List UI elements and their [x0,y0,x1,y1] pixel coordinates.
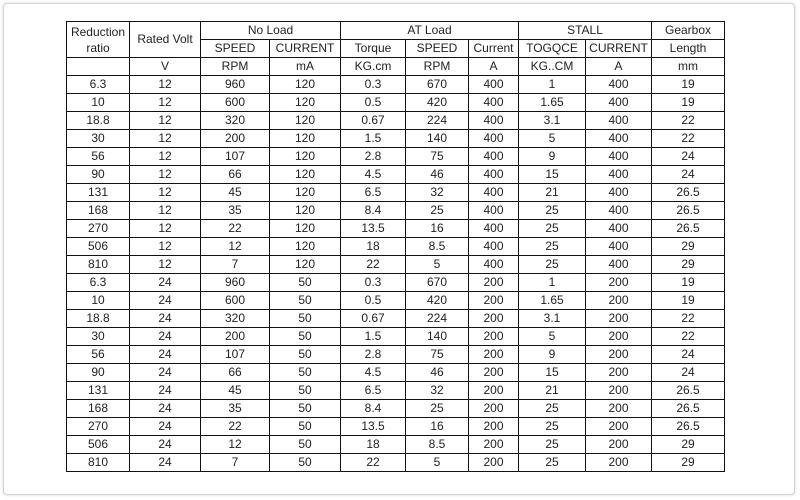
stall-torque-cell: 25 [519,400,586,418]
header-at-load: AT Load [341,22,519,40]
gearbox-length-cell: 29 [652,256,725,274]
table-row [67,436,725,454]
ratio-cell: 90 [67,166,130,184]
torque-cell: 22 [341,454,406,472]
no-load-speed-cell: 320 [201,310,270,328]
ratio-cell: 30 [67,328,130,346]
table-row [67,76,725,94]
no-load-current-cell: 50 [270,436,341,454]
no-load-speed-cell: 7 [201,256,270,274]
stall-current-cell: 400 [586,148,652,166]
torque-cell: 18 [341,436,406,454]
stall-current-cell: 400 [586,238,652,256]
table-row [67,256,725,274]
no-load-speed-cell: 45 [201,184,270,202]
at-load-current-cell: 200 [469,328,519,346]
at-load-speed-cell: 420 [406,94,469,112]
at-load-current-cell: 400 [469,166,519,184]
table-row [67,238,725,256]
gearbox-length-cell: 29 [652,436,725,454]
no-load-speed-cell: 66 [201,364,270,382]
no-load-current-cell: 50 [270,400,341,418]
header-ratio-unit [67,58,130,76]
ratio-cell: 270 [67,418,130,436]
volt-cell: 12 [130,112,201,130]
ratio-cell: 30 [67,130,130,148]
stall-current-cell: 400 [586,94,652,112]
table-row [67,418,725,436]
at-load-current-cell: 200 [469,382,519,400]
volt-cell: 24 [130,274,201,292]
ratio-cell: 18.8 [67,112,130,130]
at-load-current-cell: 400 [469,202,519,220]
stall-current-cell: 400 [586,220,652,238]
gearbox-length-cell: 29 [652,454,725,472]
volt-cell: 24 [130,400,201,418]
no-load-current-cell: 120 [270,220,341,238]
no-load-speed-cell: 960 [201,76,270,94]
header-no-load: No Load [201,22,341,40]
no-load-current-cell: 50 [270,274,341,292]
header-reduction-ratio: Reduction ratio [67,22,130,58]
gearbox-length-cell: 26.5 [652,382,725,400]
volt-cell: 24 [130,436,201,454]
stall-current-cell: 400 [586,130,652,148]
header-row-groups [67,22,725,40]
stall-torque-cell: 21 [519,382,586,400]
header-no-load-current-unit: mA [270,58,341,76]
table-row [67,130,725,148]
gearbox-length-cell: 22 [652,328,725,346]
volt-cell: 24 [130,346,201,364]
gearbox-length-cell: 29 [652,238,725,256]
stall-torque-cell: 9 [519,346,586,364]
table-row [67,382,725,400]
torque-cell: 2.8 [341,346,406,364]
stall-current-cell: 200 [586,346,652,364]
volt-cell: 12 [130,166,201,184]
at-load-speed-cell: 16 [406,418,469,436]
ratio-cell: 56 [67,346,130,364]
table-row [67,364,725,382]
gearbox-length-cell: 19 [652,292,725,310]
torque-cell: 4.5 [341,364,406,382]
stall-torque-cell: 3.1 [519,112,586,130]
volt-cell: 12 [130,148,201,166]
no-load-speed-cell: 66 [201,166,270,184]
stall-torque-cell: 15 [519,166,586,184]
stall-torque-cell: 25 [519,436,586,454]
stall-torque-cell: 25 [519,202,586,220]
at-load-current-cell: 200 [469,400,519,418]
header-no-load-speed: SPEED [201,40,270,58]
no-load-current-cell: 120 [270,202,341,220]
stall-current-cell: 200 [586,454,652,472]
at-load-current-cell: 400 [469,148,519,166]
header-stall: STALL [519,22,652,40]
stall-current-cell: 400 [586,112,652,130]
stall-current-cell: 200 [586,292,652,310]
stall-torque-cell: 25 [519,418,586,436]
stall-current-cell: 200 [586,400,652,418]
ratio-cell: 10 [67,94,130,112]
no-load-speed-cell: 107 [201,148,270,166]
at-load-speed-cell: 670 [406,274,469,292]
torque-cell: 2.8 [341,148,406,166]
header-at-load-torque: Torque [341,40,406,58]
at-load-speed-cell: 8.5 [406,238,469,256]
table-row [67,310,725,328]
no-load-speed-cell: 960 [201,274,270,292]
no-load-current-cell: 120 [270,148,341,166]
volt-cell: 12 [130,202,201,220]
no-load-current-cell: 50 [270,328,341,346]
at-load-current-cell: 400 [469,256,519,274]
gearbox-length-cell: 22 [652,130,725,148]
torque-cell: 4.5 [341,166,406,184]
torque-cell: 18 [341,238,406,256]
stall-torque-cell: 1.65 [519,292,586,310]
torque-cell: 0.5 [341,292,406,310]
torque-cell: 0.3 [341,274,406,292]
stall-torque-cell: 21 [519,184,586,202]
no-load-current-cell: 120 [270,184,341,202]
stall-torque-cell: 1 [519,274,586,292]
at-load-speed-cell: 75 [406,346,469,364]
no-load-speed-cell: 600 [201,94,270,112]
at-load-speed-cell: 5 [406,256,469,274]
no-load-current-cell: 50 [270,346,341,364]
volt-cell: 12 [130,238,201,256]
table-body [67,76,725,472]
torque-cell: 0.67 [341,310,406,328]
torque-cell: 0.3 [341,76,406,94]
at-load-current-cell: 400 [469,94,519,112]
stall-torque-cell: 3.1 [519,310,586,328]
table-row [67,400,725,418]
no-load-current-cell: 50 [270,292,341,310]
at-load-speed-cell: 140 [406,328,469,346]
no-load-current-cell: 50 [270,382,341,400]
stall-torque-cell: 1 [519,76,586,94]
at-load-current-cell: 200 [469,310,519,328]
at-load-current-cell: 200 [469,454,519,472]
no-load-current-cell: 120 [270,94,341,112]
no-load-speed-cell: 12 [201,436,270,454]
no-load-current-cell: 120 [270,256,341,274]
at-load-current-cell: 400 [469,184,519,202]
torque-cell: 8.4 [341,400,406,418]
header-at-load-current-unit: A [469,58,519,76]
at-load-current-cell: 400 [469,238,519,256]
stall-current-cell: 400 [586,202,652,220]
header-gearbox-length: Length [652,40,725,58]
stall-torque-cell: 9 [519,148,586,166]
no-load-current-cell: 120 [270,238,341,256]
at-load-speed-cell: 5 [406,454,469,472]
gearbox-length-cell: 26.5 [652,202,725,220]
at-load-current-cell: 200 [469,274,519,292]
volt-cell: 12 [130,76,201,94]
at-load-speed-cell: 25 [406,202,469,220]
volt-cell: 12 [130,130,201,148]
no-load-speed-cell: 600 [201,292,270,310]
torque-cell: 6.5 [341,382,406,400]
torque-cell: 8.4 [341,202,406,220]
torque-cell: 0.5 [341,94,406,112]
torque-cell: 0.67 [341,112,406,130]
stall-torque-cell: 1.65 [519,94,586,112]
ratio-cell: 6.3 [67,274,130,292]
at-load-speed-cell: 46 [406,166,469,184]
no-load-current-cell: 120 [270,166,341,184]
stall-current-cell: 200 [586,382,652,400]
ratio-cell: 18.8 [67,310,130,328]
header-gearbox: Gearbox [652,22,725,40]
header-stall-current: CURRENT [586,40,652,58]
gearbox-length-cell: 24 [652,148,725,166]
volt-cell: 24 [130,328,201,346]
torque-cell: 22 [341,256,406,274]
gearbox-length-cell: 22 [652,310,725,328]
table-row [67,184,725,202]
ratio-cell: 56 [67,148,130,166]
at-load-speed-cell: 420 [406,292,469,310]
header-at-load-speed-unit: RPM [406,58,469,76]
at-load-speed-cell: 670 [406,76,469,94]
stall-current-cell: 200 [586,418,652,436]
ratio-cell: 810 [67,256,130,274]
header-no-load-current: CURRENT [270,40,341,58]
header-at-load-torque-unit: KG.cm [341,58,406,76]
at-load-speed-cell: 8.5 [406,436,469,454]
gearbox-length-cell: 19 [652,94,725,112]
at-load-current-cell: 400 [469,130,519,148]
at-load-speed-cell: 224 [406,112,469,130]
header-at-load-current: Current [469,40,519,58]
stall-current-cell: 200 [586,328,652,346]
ratio-cell: 131 [67,184,130,202]
table-row [67,292,725,310]
no-load-current-cell: 50 [270,454,341,472]
volt-cell: 24 [130,292,201,310]
table-row [67,454,725,472]
at-load-speed-cell: 224 [406,310,469,328]
gearbox-length-cell: 24 [652,166,725,184]
volt-cell: 24 [130,418,201,436]
volt-cell: 12 [130,220,201,238]
no-load-speed-cell: 35 [201,202,270,220]
table-header [67,22,725,76]
table-row [67,166,725,184]
stall-torque-cell: 25 [519,220,586,238]
ratio-cell: 6.3 [67,76,130,94]
at-load-current-cell: 400 [469,112,519,130]
volt-cell: 12 [130,256,201,274]
header-stall-current-unit: A [586,58,652,76]
stall-current-cell: 200 [586,436,652,454]
no-load-speed-cell: 320 [201,112,270,130]
stall-current-cell: 200 [586,364,652,382]
no-load-speed-cell: 200 [201,130,270,148]
header-no-load-speed-unit: RPM [201,58,270,76]
volt-cell: 12 [130,184,201,202]
stall-current-cell: 200 [586,310,652,328]
torque-cell: 13.5 [341,418,406,436]
stall-current-cell: 400 [586,184,652,202]
torque-cell: 6.5 [341,184,406,202]
stall-current-cell: 400 [586,166,652,184]
volt-cell: 24 [130,310,201,328]
at-load-current-cell: 200 [469,292,519,310]
header-rated-volt: Rated Volt [130,22,201,58]
no-load-speed-cell: 22 [201,220,270,238]
volt-cell: 24 [130,364,201,382]
no-load-speed-cell: 107 [201,346,270,364]
header-row-units [67,58,725,76]
at-load-current-cell: 200 [469,436,519,454]
stall-torque-cell: 25 [519,256,586,274]
at-load-speed-cell: 16 [406,220,469,238]
volt-cell: 12 [130,94,201,112]
header-at-load-speed: SPEED [406,40,469,58]
ratio-cell: 810 [67,454,130,472]
table-row [67,328,725,346]
at-load-current-cell: 200 [469,418,519,436]
header-stall-torque-unit: KG..CM [519,58,586,76]
ratio-cell: 270 [67,220,130,238]
ratio-cell: 506 [67,436,130,454]
ratio-cell: 506 [67,238,130,256]
no-load-current-cell: 50 [270,310,341,328]
ratio-cell: 168 [67,400,130,418]
no-load-current-cell: 120 [270,130,341,148]
no-load-current-cell: 50 [270,418,341,436]
stall-current-cell: 400 [586,256,652,274]
table-row [67,202,725,220]
torque-cell: 1.5 [341,328,406,346]
no-load-speed-cell: 200 [201,328,270,346]
no-load-speed-cell: 22 [201,418,270,436]
gearbox-length-cell: 19 [652,76,725,94]
at-load-speed-cell: 140 [406,130,469,148]
at-load-current-cell: 200 [469,346,519,364]
ratio-cell: 168 [67,202,130,220]
at-load-speed-cell: 32 [406,382,469,400]
stall-torque-cell: 5 [519,130,586,148]
at-load-speed-cell: 46 [406,364,469,382]
gearbox-length-cell: 24 [652,346,725,364]
table-row [67,112,725,130]
table-row [67,220,725,238]
header-volt-unit: V [130,58,201,76]
no-load-speed-cell: 12 [201,238,270,256]
volt-cell: 24 [130,454,201,472]
at-load-speed-cell: 75 [406,148,469,166]
stall-torque-cell: 25 [519,238,586,256]
at-load-current-cell: 400 [469,220,519,238]
no-load-current-cell: 120 [270,112,341,130]
header-stall-torque: TOGQCE [519,40,586,58]
table-row [67,274,725,292]
table-row [67,148,725,166]
at-load-speed-cell: 25 [406,400,469,418]
gearbox-length-cell: 26.5 [652,220,725,238]
no-load-speed-cell: 7 [201,454,270,472]
no-load-speed-cell: 35 [201,400,270,418]
table-row [67,94,725,112]
header-gearbox-unit: mm [652,58,725,76]
at-load-speed-cell: 32 [406,184,469,202]
stall-torque-cell: 5 [519,328,586,346]
no-load-current-cell: 50 [270,364,341,382]
table-row [67,346,725,364]
at-load-current-cell: 400 [469,76,519,94]
gearbox-length-cell: 22 [652,112,725,130]
stall-torque-cell: 15 [519,364,586,382]
ratio-cell: 10 [67,292,130,310]
gearbox-length-cell: 26.5 [652,400,725,418]
ratio-cell: 90 [67,364,130,382]
gearbox-length-cell: 26.5 [652,184,725,202]
stall-current-cell: 400 [586,76,652,94]
no-load-speed-cell: 45 [201,382,270,400]
gearbox-length-cell: 24 [652,364,725,382]
stall-torque-cell: 25 [519,454,586,472]
gearbox-length-cell: 26.5 [652,418,725,436]
gearbox-length-cell: 19 [652,274,725,292]
torque-cell: 13.5 [341,220,406,238]
at-load-current-cell: 200 [469,364,519,382]
torque-cell: 1.5 [341,130,406,148]
volt-cell: 24 [130,382,201,400]
stall-current-cell: 200 [586,274,652,292]
gearmotor-spec-table [66,21,725,472]
no-load-current-cell: 120 [270,76,341,94]
ratio-cell: 131 [67,382,130,400]
